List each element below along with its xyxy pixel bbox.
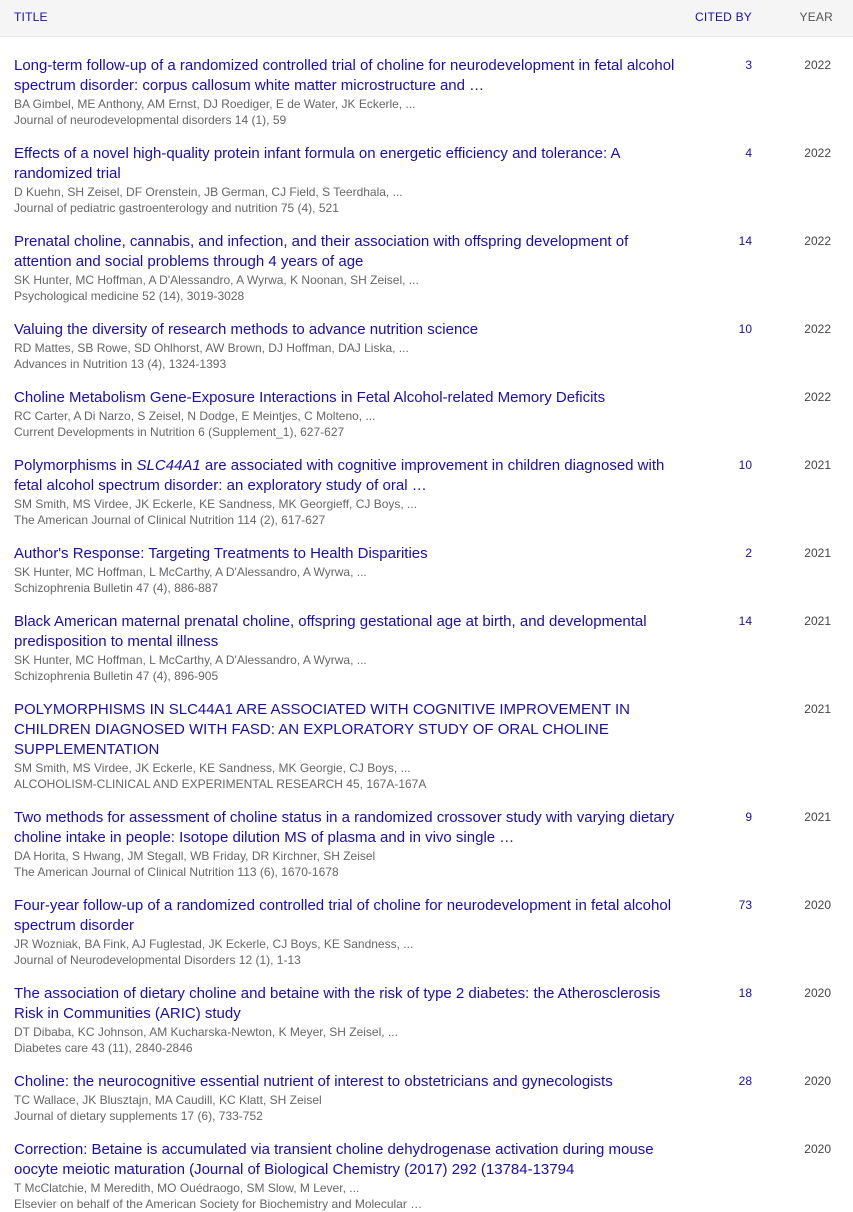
column-header-title[interactable]: TITLE <box>14 10 48 24</box>
publication-authors: SM Smith, MS Virdee, JK Eckerle, KE Sandness, MK Georgie, CJ Boys, ... <box>14 761 411 775</box>
publication-authors: D Kuehn, SH Zeisel, DF Orenstein, JB German, CJ Field, S Teerdhala, ... <box>14 185 403 199</box>
publication-title-link[interactable]: Valuing the diversity of research methods to advance nutrition science <box>14 321 479 338</box>
publication-year: 2022 <box>804 234 831 248</box>
cited-by-count-link[interactable]: 14 <box>738 234 752 248</box>
publication-venue: Schizophrenia Bulletin 47 (4), 886-887 <box>14 581 219 595</box>
publication-title-link[interactable]: Black American maternal prenatal choline, offspring gestational age at birth, and developmental predisposition to mental illness <box>14 613 647 650</box>
publication-authors: DT Dibaba, KC Johnson, AM Kucharska-Newton, K Meyer, SH Zeisel, ... <box>14 1025 398 1039</box>
publication-year: 2022 <box>804 390 831 404</box>
publication-title-link[interactable]: Correction: Betaine is accumulated via transient choline dehydrogenase activation during mouse oocyte meiotic maturation (Journal of Biological Chemistry (2017) 292 (13784-13794 <box>14 1141 654 1178</box>
publication-title-link[interactable]: Author's Response: Targeting Treatments to Health Disparities <box>14 545 428 562</box>
title-text-pre: Polymorphisms in <box>14 457 137 474</box>
publication-venue: The American Journal of Clinical Nutrition 113 (6), 1670-1678 <box>14 865 339 879</box>
publication-year: 2021 <box>804 458 831 472</box>
cited-by-count-link[interactable]: 10 <box>738 322 752 336</box>
publication-title-link[interactable]: POLYMORPHISMS IN SLC44A1 ARE ASSOCIATED WITH COGNITIVE IMPROVEMENT IN CHILDREN DIAGNOSED WITH FASD: AN EXPLORATORY STUDY OF ORAL CHOLINE SUPPLEMENTATION <box>14 701 630 758</box>
publication-title-link[interactable]: Long-term follow-up of a randomized controlled trial of choline for neurodevelopment in fetal alcohol spectrum disorder: corpus callosum white matter microstructure and … <box>14 57 675 94</box>
publication-venue: ALCOHOLISM-CLINICAL AND EXPERIMENTAL RESEARCH 45, 167A-167A <box>14 777 427 791</box>
publication-venue: Advances in Nutrition 13 (4), 1324-1393 <box>14 357 227 371</box>
cited-by-count-link[interactable]: 18 <box>738 986 752 1000</box>
column-header-cited-by[interactable]: CITED BY <box>695 10 752 24</box>
cited-by-count-link[interactable]: 9 <box>745 810 752 824</box>
publication-title-link[interactable]: Choline: the neurocognitive essential nutrient of interest to obstetricians and gynecologists <box>14 1073 613 1090</box>
publication-year: 2020 <box>804 986 831 1000</box>
publication-year: 2022 <box>804 58 831 72</box>
publication-title-link[interactable]: Four-year follow-up of a randomized controlled trial of choline for neurodevelopment in fetal alcohol spectrum disorder <box>14 897 672 934</box>
publication-venue: Schizophrenia Bulletin 47 (4), 896-905 <box>14 669 219 683</box>
publication-year: 2020 <box>804 1074 831 1088</box>
publication-year: 2022 <box>804 322 831 336</box>
publication-venue: Journal of neurodevelopmental disorders 14 (1), 59 <box>14 113 287 127</box>
title-text-post: are associated with cognitive improvement in children diagnosed with fetal alcohol spectrum disorder: an exploratory study of oral … <box>14 457 665 494</box>
publication-year: 2020 <box>804 898 831 912</box>
gene-name-italic: SLC44A1 <box>136 457 201 474</box>
publication-title-link[interactable]: The association of dietary choline and betaine with the risk of type 2 diabetes: the Atherosclerosis Risk in Communities (ARIC) study <box>14 985 661 1022</box>
publication-venue: Journal of Neurodevelopmental Disorders 12 (1), 1-13 <box>14 953 301 967</box>
publication-authors: RD Mattes, SB Rowe, SD Ohlhorst, AW Brown, DJ Hoffman, DAJ Liska, ... <box>14 341 409 355</box>
publication-authors: T McClatchie, M Meredith, MO Ouédraogo, SM Slow, M Lever, ... <box>14 1181 360 1195</box>
publication-venue: Psychological medicine 52 (14), 3019-3028 <box>14 289 245 303</box>
publication-venue: Journal of pediatric gastroenterology and nutrition 75 (4), 521 <box>14 201 339 215</box>
publication-venue: The American Journal of Clinical Nutrition 114 (2), 617-627 <box>14 513 326 527</box>
publication-title-link[interactable]: Two methods for assessment of choline status in a randomized crossover study with varying dietary choline intake in people: Isotope dilution MS of plasma and in vivo single … <box>14 809 675 846</box>
cited-by-count-link[interactable]: 4 <box>745 146 752 160</box>
publication-year: 2021 <box>804 702 831 716</box>
publication-year: 2021 <box>804 810 831 824</box>
cited-by-count-link[interactable]: 10 <box>738 458 752 472</box>
publication-title-link[interactable] <box>14 456 679 496</box>
publication-authors: RC Carter, A Di Narzo, S Zeisel, N Dodge, E Meintjes, C Molteno, ... <box>14 409 376 423</box>
publication-year: 2021 <box>804 614 831 628</box>
publication-authors: SK Hunter, MC Hoffman, A D'Alessandro, A Wyrwa, K Noonan, SH Zeisel, ... <box>14 273 419 287</box>
publication-year: 2021 <box>804 546 831 560</box>
publication-authors: SK Hunter, MC Hoffman, L McCarthy, A D'Alessandro, A Wyrwa, ... <box>14 565 367 579</box>
publication-title-link[interactable]: Effects of a novel high-quality protein infant formula on energetic efficiency and tolerance: A randomized trial <box>14 145 620 182</box>
column-header-year[interactable]: YEAR <box>799 10 833 24</box>
publication-year: 2020 <box>804 1142 831 1156</box>
cited-by-count-link[interactable]: 28 <box>738 1074 752 1088</box>
publication-authors: SM Smith, MS Virdee, JK Eckerle, KE Sandness, MK Georgieff, CJ Boys, ... <box>14 497 418 511</box>
publication-authors: DA Horita, S Hwang, JM Stegall, WB Friday, DR Kirchner, SH Zeisel <box>14 849 376 863</box>
table-header <box>0 0 853 37</box>
cited-by-count-link[interactable]: 2 <box>745 546 752 560</box>
publication-venue: Diabetes care 43 (11), 2840-2846 <box>14 1041 193 1055</box>
publication-authors: TC Wallace, JK Blusztajn, MA Caudill, KC Klatt, SH Zeisel <box>14 1093 322 1107</box>
cited-by-count-link[interactable]: 3 <box>745 58 752 72</box>
publication-authors: BA Gimbel, ME Anthony, AM Ernst, DJ Roediger, E de Water, JK Eckerle, ... <box>14 97 416 111</box>
publication-title-link[interactable]: Choline Metabolism Gene-Exposure Interactions in Fetal Alcohol-related Memory Deficits <box>14 389 606 406</box>
publication-venue: Current Developments in Nutrition 6 (Supplement_1), 627-627 <box>14 425 345 439</box>
publication-year: 2022 <box>804 146 831 160</box>
publication-title-link[interactable]: Prenatal choline, cannabis, and infection, and their association with offspring development of attention and social problems through 4 years of age <box>14 233 629 270</box>
cited-by-count-link[interactable]: 14 <box>738 614 752 628</box>
publication-authors: SK Hunter, MC Hoffman, L McCarthy, A D'Alessandro, A Wyrwa, ... <box>14 653 367 667</box>
publication-authors: JR Wozniak, BA Fink, AJ Fuglestad, JK Eckerle, CJ Boys, KE Sandness, ... <box>14 937 414 951</box>
cited-by-count-link[interactable]: 73 <box>738 898 752 912</box>
publication-venue: Journal of dietary supplements 17 (6), 733-752 <box>14 1109 263 1123</box>
publication-venue: Elsevier on behalf of the American Society for Biochemistry and Molecular … <box>14 1197 423 1211</box>
